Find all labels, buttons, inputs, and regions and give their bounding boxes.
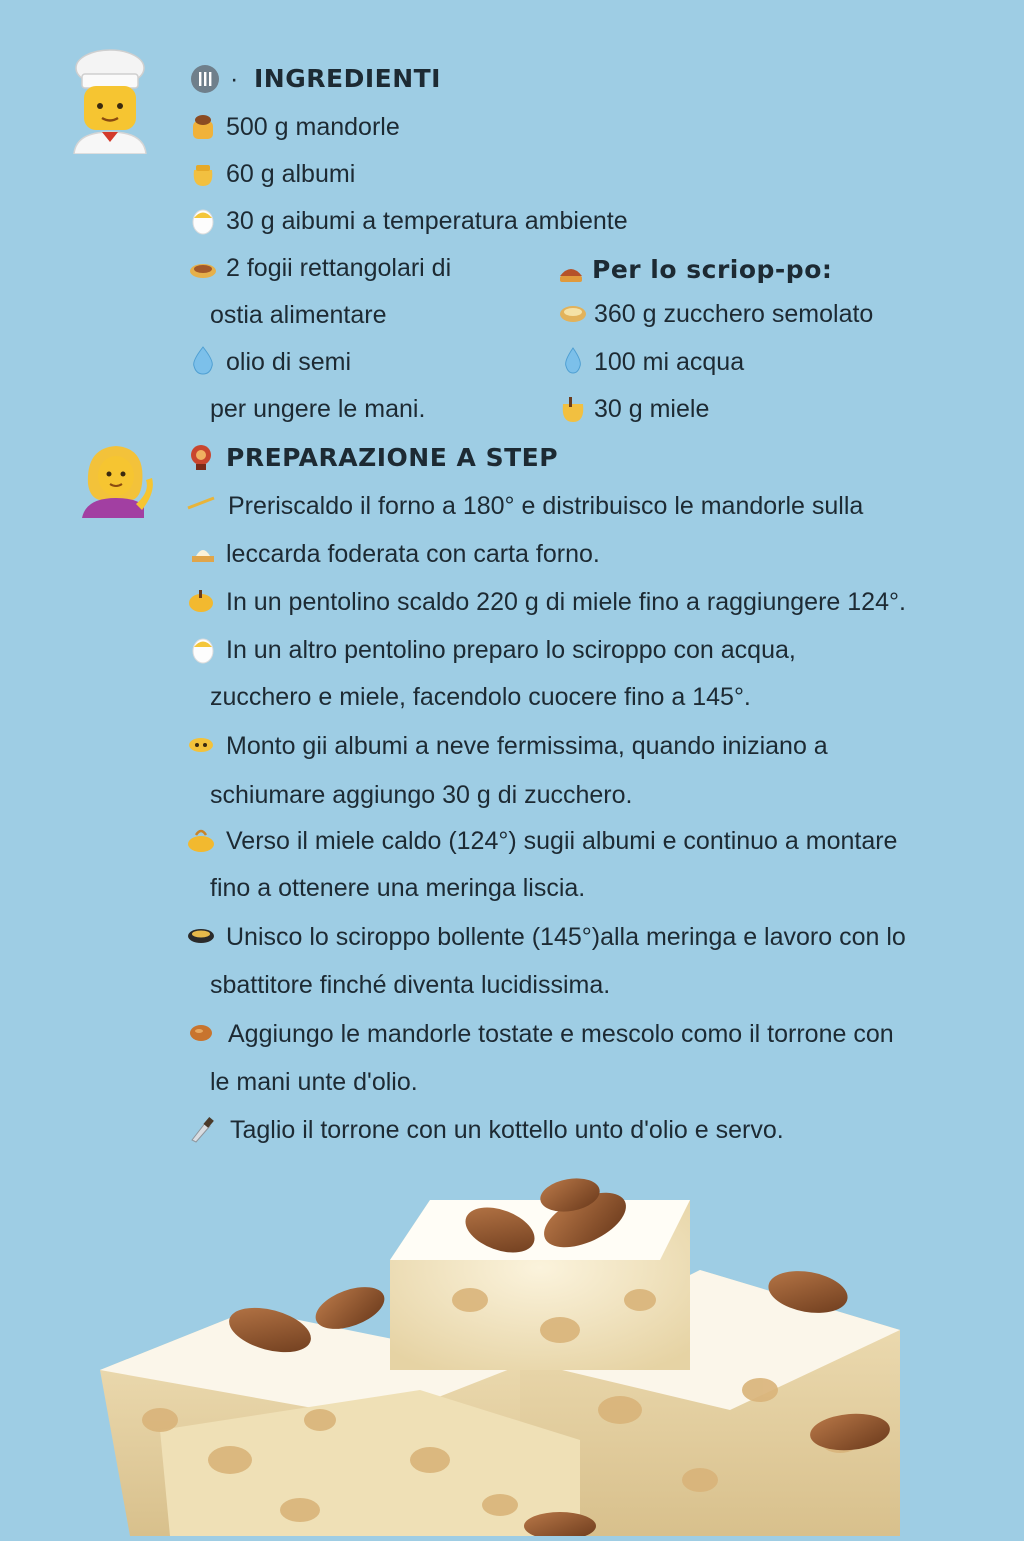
pot-icon <box>556 256 586 286</box>
step-line: Monto gii albumi a neve fermissima, quando iniziano a <box>226 732 828 760</box>
honey-pot-icon <box>186 825 216 855</box>
syrup-item: 100 mi acqua <box>594 348 745 376</box>
line-icon <box>186 490 216 520</box>
step-line: Taglio il torrone con un kottello unto d'olio e servo. <box>230 1116 784 1144</box>
step-line: schiumare aggiungo 30 g di zucchero. <box>210 781 633 809</box>
egg-icon <box>188 634 218 664</box>
step-line: Unisco lo sciroppo bollente (145°)alla meringa e lavoro con lo <box>226 923 906 951</box>
badge-icon <box>186 442 216 472</box>
step-line: Aggiungo le mandorle tostate e mescolo como il torrone con <box>228 1020 894 1048</box>
step-line: fino a ottenere una meringa liscia. <box>210 874 586 902</box>
ingredient-item: 30 g aibumi a temperatura ambiente <box>226 207 628 235</box>
knife-icon <box>188 1114 218 1144</box>
ingredient-item: 2 fogii rettangolari di <box>226 254 452 282</box>
egg-icon <box>188 205 218 235</box>
syrup-title: Per lo scriop-po: <box>592 255 833 284</box>
water-drop-icon <box>558 345 588 375</box>
honey-pot-icon <box>188 158 218 188</box>
step-line: In un pentolino scaldo 220 g di miele fino a raggiungere 124°. <box>226 588 906 616</box>
step-line: Preriscaldo il forno a 180° e distribuisco le mandorle sulla <box>228 492 864 520</box>
face-icon <box>186 730 216 760</box>
step-line: leccarda foderata con carta forno. <box>226 540 600 568</box>
ingredient-item: 60 g albumi <box>226 160 356 188</box>
almond-jar-icon <box>188 111 218 141</box>
bowl-icon <box>558 299 588 329</box>
cake-icon <box>188 538 218 568</box>
bowl-icon <box>186 921 216 951</box>
utensils-icon <box>190 64 220 94</box>
syrup-item: 30 g miele <box>594 395 710 423</box>
ingredient-item: 500 g mandorle <box>226 113 400 141</box>
honey-pot-icon <box>558 394 588 424</box>
ingredient-item: ostia alimentare <box>210 301 387 329</box>
ingredients-title: INGREDIENTI <box>254 64 441 93</box>
step-line: sbattitore finché diventa lucidissima. <box>210 971 611 999</box>
chef-avatar-icon <box>68 46 152 154</box>
ingredient-item: per ungere le mani. <box>210 395 426 423</box>
step-line: Verso il miele caldo (124°) sugii albumi e continuo a montare <box>226 827 898 855</box>
water-drop-icon <box>188 345 218 375</box>
header-dot: · <box>230 65 239 93</box>
step-line: le mani unte d'olio. <box>210 1068 418 1096</box>
syrup-item: 360 g zucchero semolato <box>594 300 874 328</box>
step-line: In un altro pentolino preparo lo sciroppo con acqua, <box>226 636 796 664</box>
woman-tipping-hand-icon <box>80 440 156 518</box>
preparation-title: PREPARAZIONE A STEP <box>226 443 559 472</box>
plate-icon <box>188 253 218 283</box>
almond-icon <box>186 1018 216 1048</box>
torrone-photo <box>0 1160 1024 1536</box>
ingredient-item: olio di semi <box>226 348 352 376</box>
honey-pot-icon <box>186 586 216 616</box>
step-line: zucchero e miele, facendolo cuocere fino a 145°. <box>210 683 751 711</box>
